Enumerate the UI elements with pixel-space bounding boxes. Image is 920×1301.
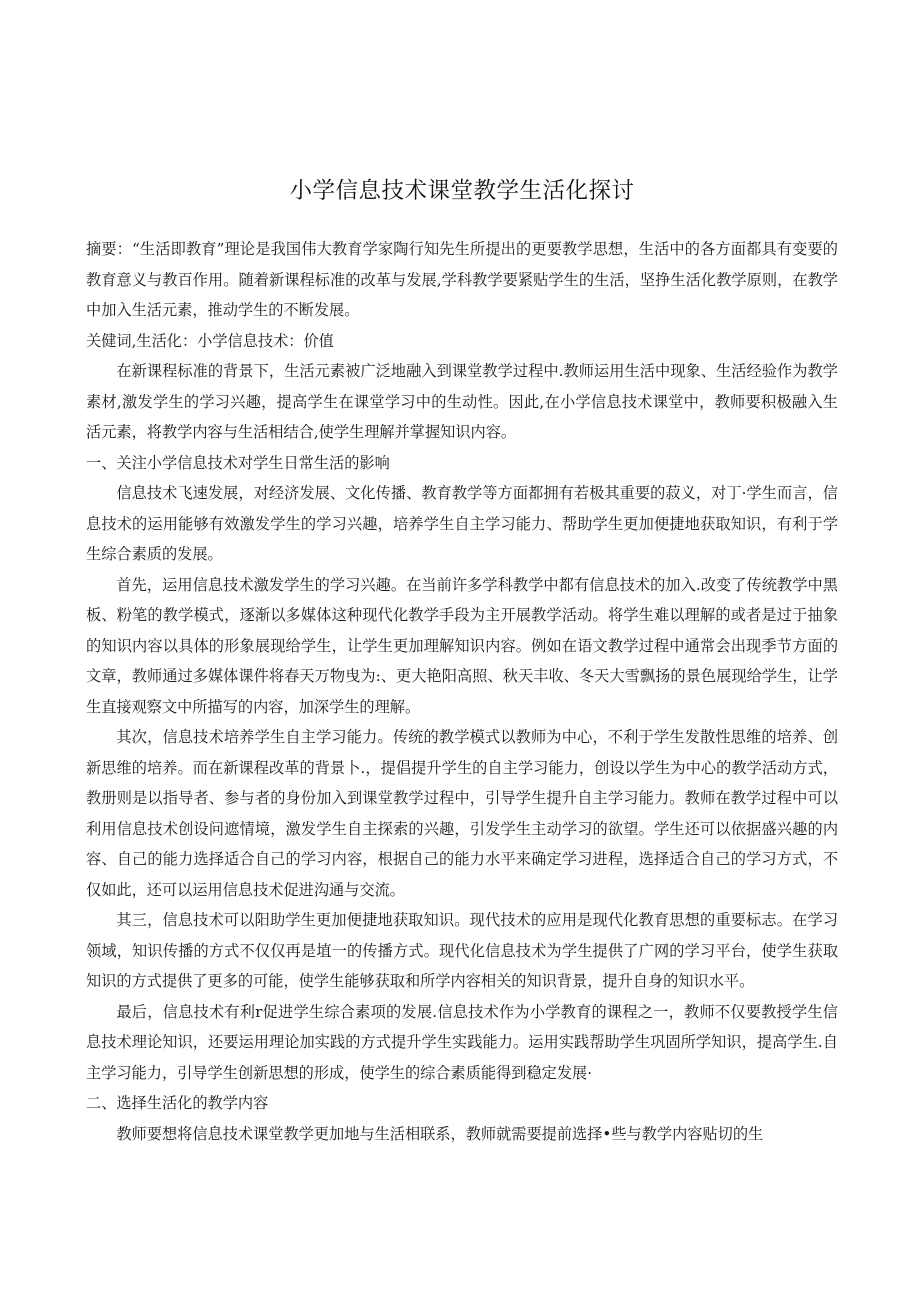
body-paragraph: 其三，信息技术可以阳助学生更加便捷地获取知识。现代技术的应用是现代化教育思想的重要标志。在学习领域，知识传播的方式不仅仅再是埴一的传播方式。现代化信息技术为学生提供了广网的学习平台，使学生获取知识的方式提供了更多的可能，使学生能够获取和所学内容相关的知识背景，提升自身的知识水平。 <box>86 911 838 990</box>
keywords-line: 关健词,生活化：小学信息技术：价值 <box>86 331 334 350</box>
body-paragraph: 首先，运用信息技术激发学生的学习兴趣。在当前许多学科教学中都有信息技术的加入.改变了传统教学中黑板、粉笔的教学模式，逐渐以多媒体这种现代化教学手段为主开展教学活动。将学生难以理解的或者是过于抽象的知识内容以具体的形象展现给学生，让学生更加理解知识内容。例如在语文教学过程中通常会出现季节方面的文章，教师通过多媒体课件将春天万物曳为:、更大艳阳高照、秋天丰收、冬天大雪飘扬的景色展现给学生，让学生直接观察文中所描写的内容，加深学生的理解。 <box>86 575 838 716</box>
body-paragraph: 其次，信息技术培养学生自主学习能力。传统的教学模式以教师为中心，不利于学生发散性思维的培养、创新思维的培养。而在新课程改革的背景卜.，提倡提升学生的自主学习能力，创设以学生为中心的教学活动方式，教册则是以指导者、参与者的身份加入到课堂教学过程中，引导学生提升自主学习能力。教师在教学过程中可以利用信息技术创设问遮情境，激发学生自主探索的兴趣，引发学生主动学习的欲望。学生还可以依据盛兴趣的内容、自己的能力选择适合自己的学习内容，根据自己的能力水平来确定学习进程，选择适合自己的学习方式，不仅如此，还可以运用信息技术促进沟通与交流。 <box>86 728 838 899</box>
document-body <box>86 234 838 1149</box>
body-paragraph: 在新课程标准的背景下，生活元素被广泛地融入到课堂教学过程中.教师运用生活中现象、生活经验作为教学素材,激发学生的学习兴趣，提高学生在课堂学习中的生动性。因此,在小学信息技术课堂中，教师要积极融入生活元素，将教学内容与生活相结合,使学生理解并掌握知识内容。 <box>86 362 838 441</box>
abstract-paragraph: 摘要：“生活即教育”理论是我国伟大教育学家陶行知先生所提出的更要教学思想，生活中的各方面都具有变要的教育意义与教百作用。随着新课程标准的改革与发展,学科教学要紧贴学生的生活，坚挣生活化教学原则，在教学中加入生活元素，推动学生的不断发展。 <box>86 240 838 319</box>
body-paragraph: 教师要想将信息技术课堂教学更加地与生活相联系，教师就需要提前选择•些与教学内容贴切的生 <box>116 1124 764 1143</box>
body-paragraph: 信息技术飞速发展，对经济发展、文化传播、教育教学等方面都拥有若极其重要的菽义，对丁·学生而言，信息技术的运用能够有效激发学生的学习兴趣，培养学生自主学习能力、帮助学生更加便捷地获取知识，有利于学生综合素质的发展。 <box>86 484 838 563</box>
section-heading: 一、关注小学信息技术对学生日常生活的影响 <box>86 453 390 472</box>
body-paragraph: 最后，信息技术有利r促进学生综合素项的发展.信息技术作为小学教育的课程之一，教师不仅要教授学生信息技术理论知识，还要运用理论加实践的方式提升学生实践能力。运用实践帮助学生巩固所学知识，提高学生.自主学习能力，引导学生创新思想的形成，使学生的综合素质能得到稳定发展· <box>86 1002 838 1082</box>
document-title: 小学信息技术课堂教学生活化探讨 <box>289 178 635 204</box>
section-heading: 二、选择生活化的教学内容 <box>86 1094 269 1112</box>
document-page <box>86 0 838 1149</box>
